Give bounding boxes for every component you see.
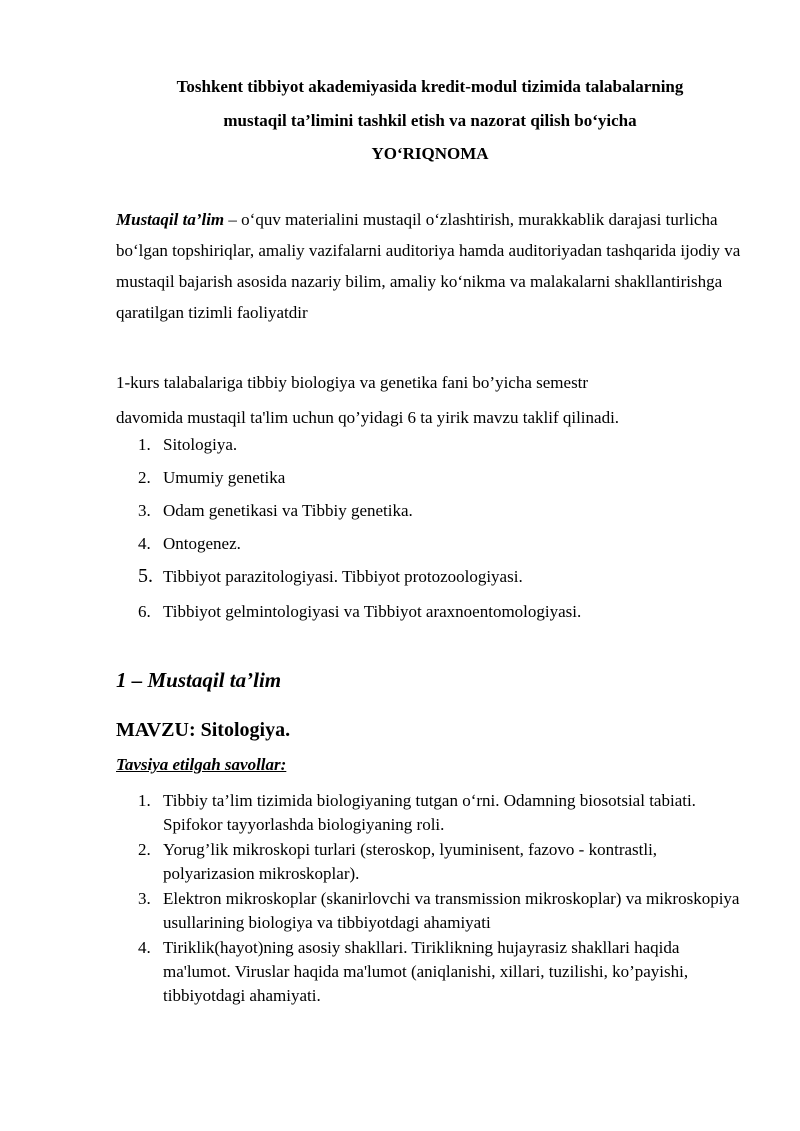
question-number: 3. — [138, 889, 151, 908]
topic-number: 5. — [138, 565, 153, 587]
document-title-line-2: mustaqil ta’limini tashkil etish va nazorat qilish bo‘yicha — [223, 111, 637, 130]
topic-text: Tibbiyot gelmintologiyasi va Tibbiyot araxnoentomologiyasi. — [163, 602, 582, 621]
topic-number: 4. — [138, 534, 151, 553]
definition-paragraph — [116, 204, 746, 328]
topic-text: Umumiy genetika — [163, 468, 286, 487]
document-title-line-1: Toshkent tibbiyot akademiyasida kredit-modul tizimida talabalarning — [176, 77, 684, 96]
topic-item — [138, 601, 581, 622]
question-text: Tiriklik(hayot)ning asosiy shakllari. Tiriklikning hujayrasiz shakllari haqida ma'lumot. Viruslar haqida ma'lumot (aniqlanishi, xillari, tuzilishi, ko’payishi, tibbiyotdagi ahamiyati. — [163, 938, 689, 1005]
questions-heading: Tavsiya etilgah savollar: — [116, 755, 287, 774]
question-number: 1. — [138, 791, 151, 810]
question-item — [138, 838, 748, 886]
question-text: Tibbiy ta’lim tizimida biologiyaning tutgan o‘rni. Odamning biosotsial tabiati. Spifokor tayyorlashda biologiyaning roli. — [163, 791, 696, 834]
topic-text: Sitologiya. — [163, 435, 238, 454]
topic-text: Ontogenez. — [163, 534, 241, 553]
topic-number: 6. — [138, 602, 151, 621]
topic-item — [138, 566, 523, 587]
topic-text: Odam genetikasi va Tibbiy genetika. — [163, 501, 413, 520]
topic-text: Tibbiyot parazitologiyasi. Tibbiyot protozoologiyasi. — [163, 567, 523, 586]
question-item — [138, 887, 748, 935]
topic-item — [138, 500, 413, 521]
section-heading: 1 – Mustaqil ta’lim — [116, 668, 282, 692]
question-item — [138, 936, 748, 1008]
intro-line-2: davomida mustaqil ta'lim uchun qo’yidagi 6 ta yirik mavzu taklif qilinadi. — [116, 408, 620, 427]
document-title-line-3: YO‘RIQNOMA — [371, 144, 489, 163]
question-text: Elektron mikroskoplar (skanirlovchi va transmission mikroskoplar) va mikroskopiya usullarining biologiya va tibbiyotdagi ahamiyati — [163, 889, 740, 932]
question-text: Yorug’lik mikroskopi turlari (steroskop, lyuminisent, fazovo - kontrastli, polyarizasion mikroskoplar). — [163, 840, 658, 883]
intro-line-1: 1-kurs talabalariga tibbiy biologiya va genetika fani bo’yicha semestr — [116, 373, 589, 392]
question-item — [138, 789, 748, 837]
topic-item — [138, 434, 237, 455]
question-number: 2. — [138, 840, 151, 859]
topic-number: 3. — [138, 501, 151, 520]
intro-paragraph — [116, 365, 756, 435]
topic-item — [138, 467, 285, 488]
topic-number: 1. — [138, 435, 151, 454]
topic-heading: MAVZU: Sitologiya. — [116, 719, 291, 741]
topic-item — [138, 533, 241, 554]
definition-term: Mustaqil ta’lim — [116, 210, 225, 229]
topic-number: 2. — [138, 468, 151, 487]
question-number: 4. — [138, 938, 151, 957]
definition-text: – o‘quv materialini mustaqil o‘zlashtirish, murakkablik darajasi turlicha bo‘lgan topshiriqlar, amaliy vazifalarni auditoriya hamda auditoriyadan tashqarida ijodiy va mustaqil bajarish asosida nazariy bilim, amaliy ko‘nikma va malakalarni shakllantirishga qaratilgan tizimli faoliyatdir — [116, 210, 741, 322]
